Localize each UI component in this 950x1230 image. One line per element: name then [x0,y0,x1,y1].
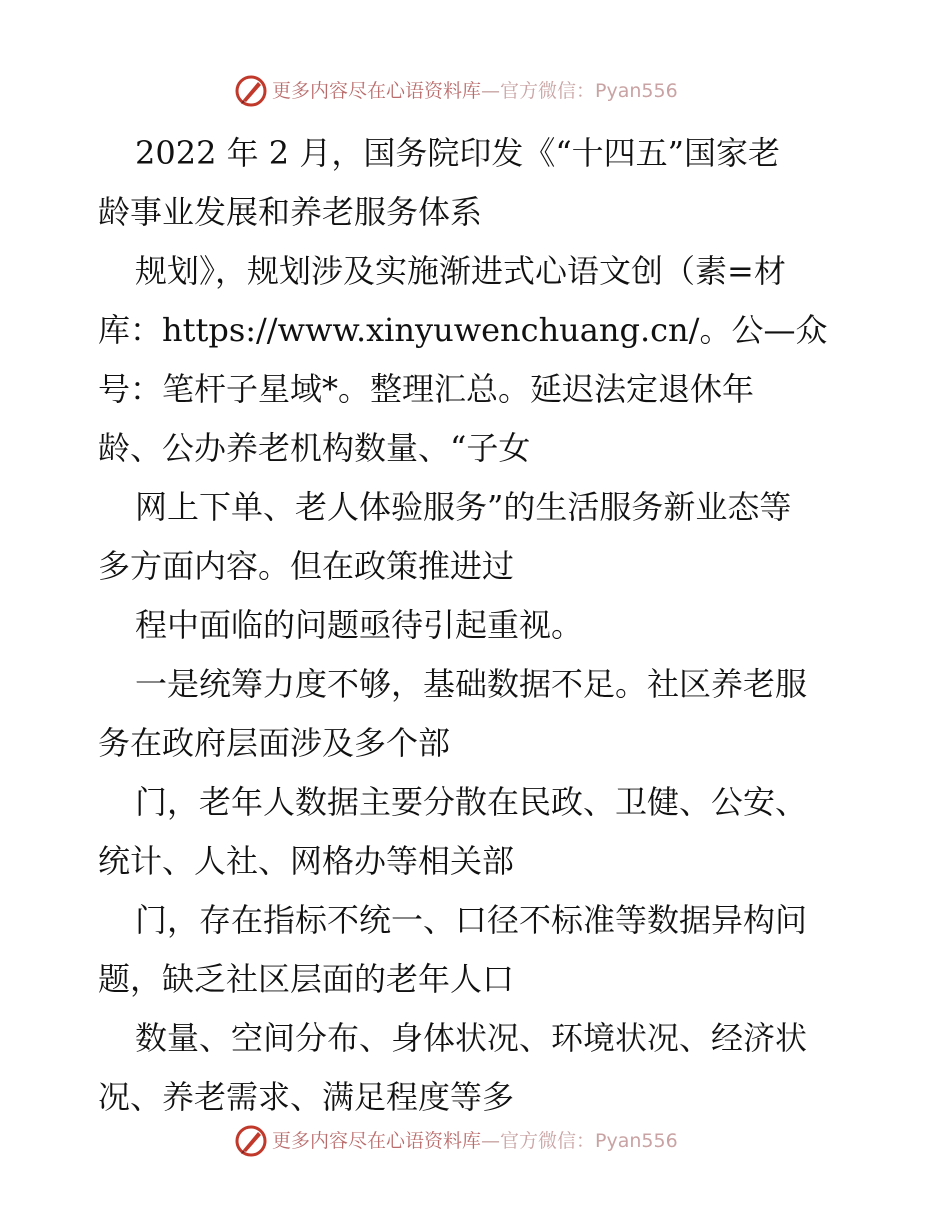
text-line: 务在政府层面涉及多个部 [98,724,451,762]
document-body [98,124,858,1127]
banner-brand: 更多内容尽在心语资料库 [272,1130,482,1152]
text-line: 一是统筹力度不够，基础数据不足。社区养老服 [135,665,808,703]
text-line: 规划》，规划涉及实施渐进式心语文创（素=材 [135,252,786,290]
text-line: 门，存在指标不统一、口径不标准等数据异构问 [135,901,808,939]
banner-text [272,1126,678,1156]
banner-text [272,76,678,106]
text-line: 况、养老需求、满足程度等多 [98,1078,515,1116]
text-line: 龄、公办养老机构数量、“子女 [98,429,531,467]
text-line: 数量、空间分布、身体状况、环境状况、经济状 [135,1019,808,1057]
text-line: 门，老年人数据主要分散在民政、卫健、公安、 [135,783,808,821]
text-line: 多方面内容。但在政策推进过 [98,547,515,585]
text-line: 库：https://www.xinyuwenchuang.cn/。公—众 [98,311,828,349]
text-line: 程中面临的问题亟待引起重视。 [135,606,584,644]
text-line: 网上下单、老人体验服务”的生活服务新业态等 [135,488,792,526]
footer-banner [0,1116,950,1166]
banner-dash: — [481,80,501,102]
banner-dash: — [481,1130,501,1152]
header-banner [0,66,950,116]
quill-logo-icon [234,74,268,108]
text-line: 题，缺乏社区层面的老年人口 [98,960,515,998]
banner-brand: 更多内容尽在心语资料库 [272,80,482,102]
text-line: 统计、人社、网格办等相关部 [98,842,515,880]
banner-suffix: 官方微信：Pyan556 [500,1130,678,1152]
banner-suffix: 官方微信：Pyan556 [500,80,678,102]
text-line: 2022 年 2 月，国务院印发《“十四五”国家老 [135,134,781,172]
quill-logo-icon [234,1124,268,1158]
text-line: 号：笔杆子星域*。整理汇总。延迟法定退休年 [98,370,755,408]
text-line: 龄事业发展和养老服务体系 [98,193,483,231]
